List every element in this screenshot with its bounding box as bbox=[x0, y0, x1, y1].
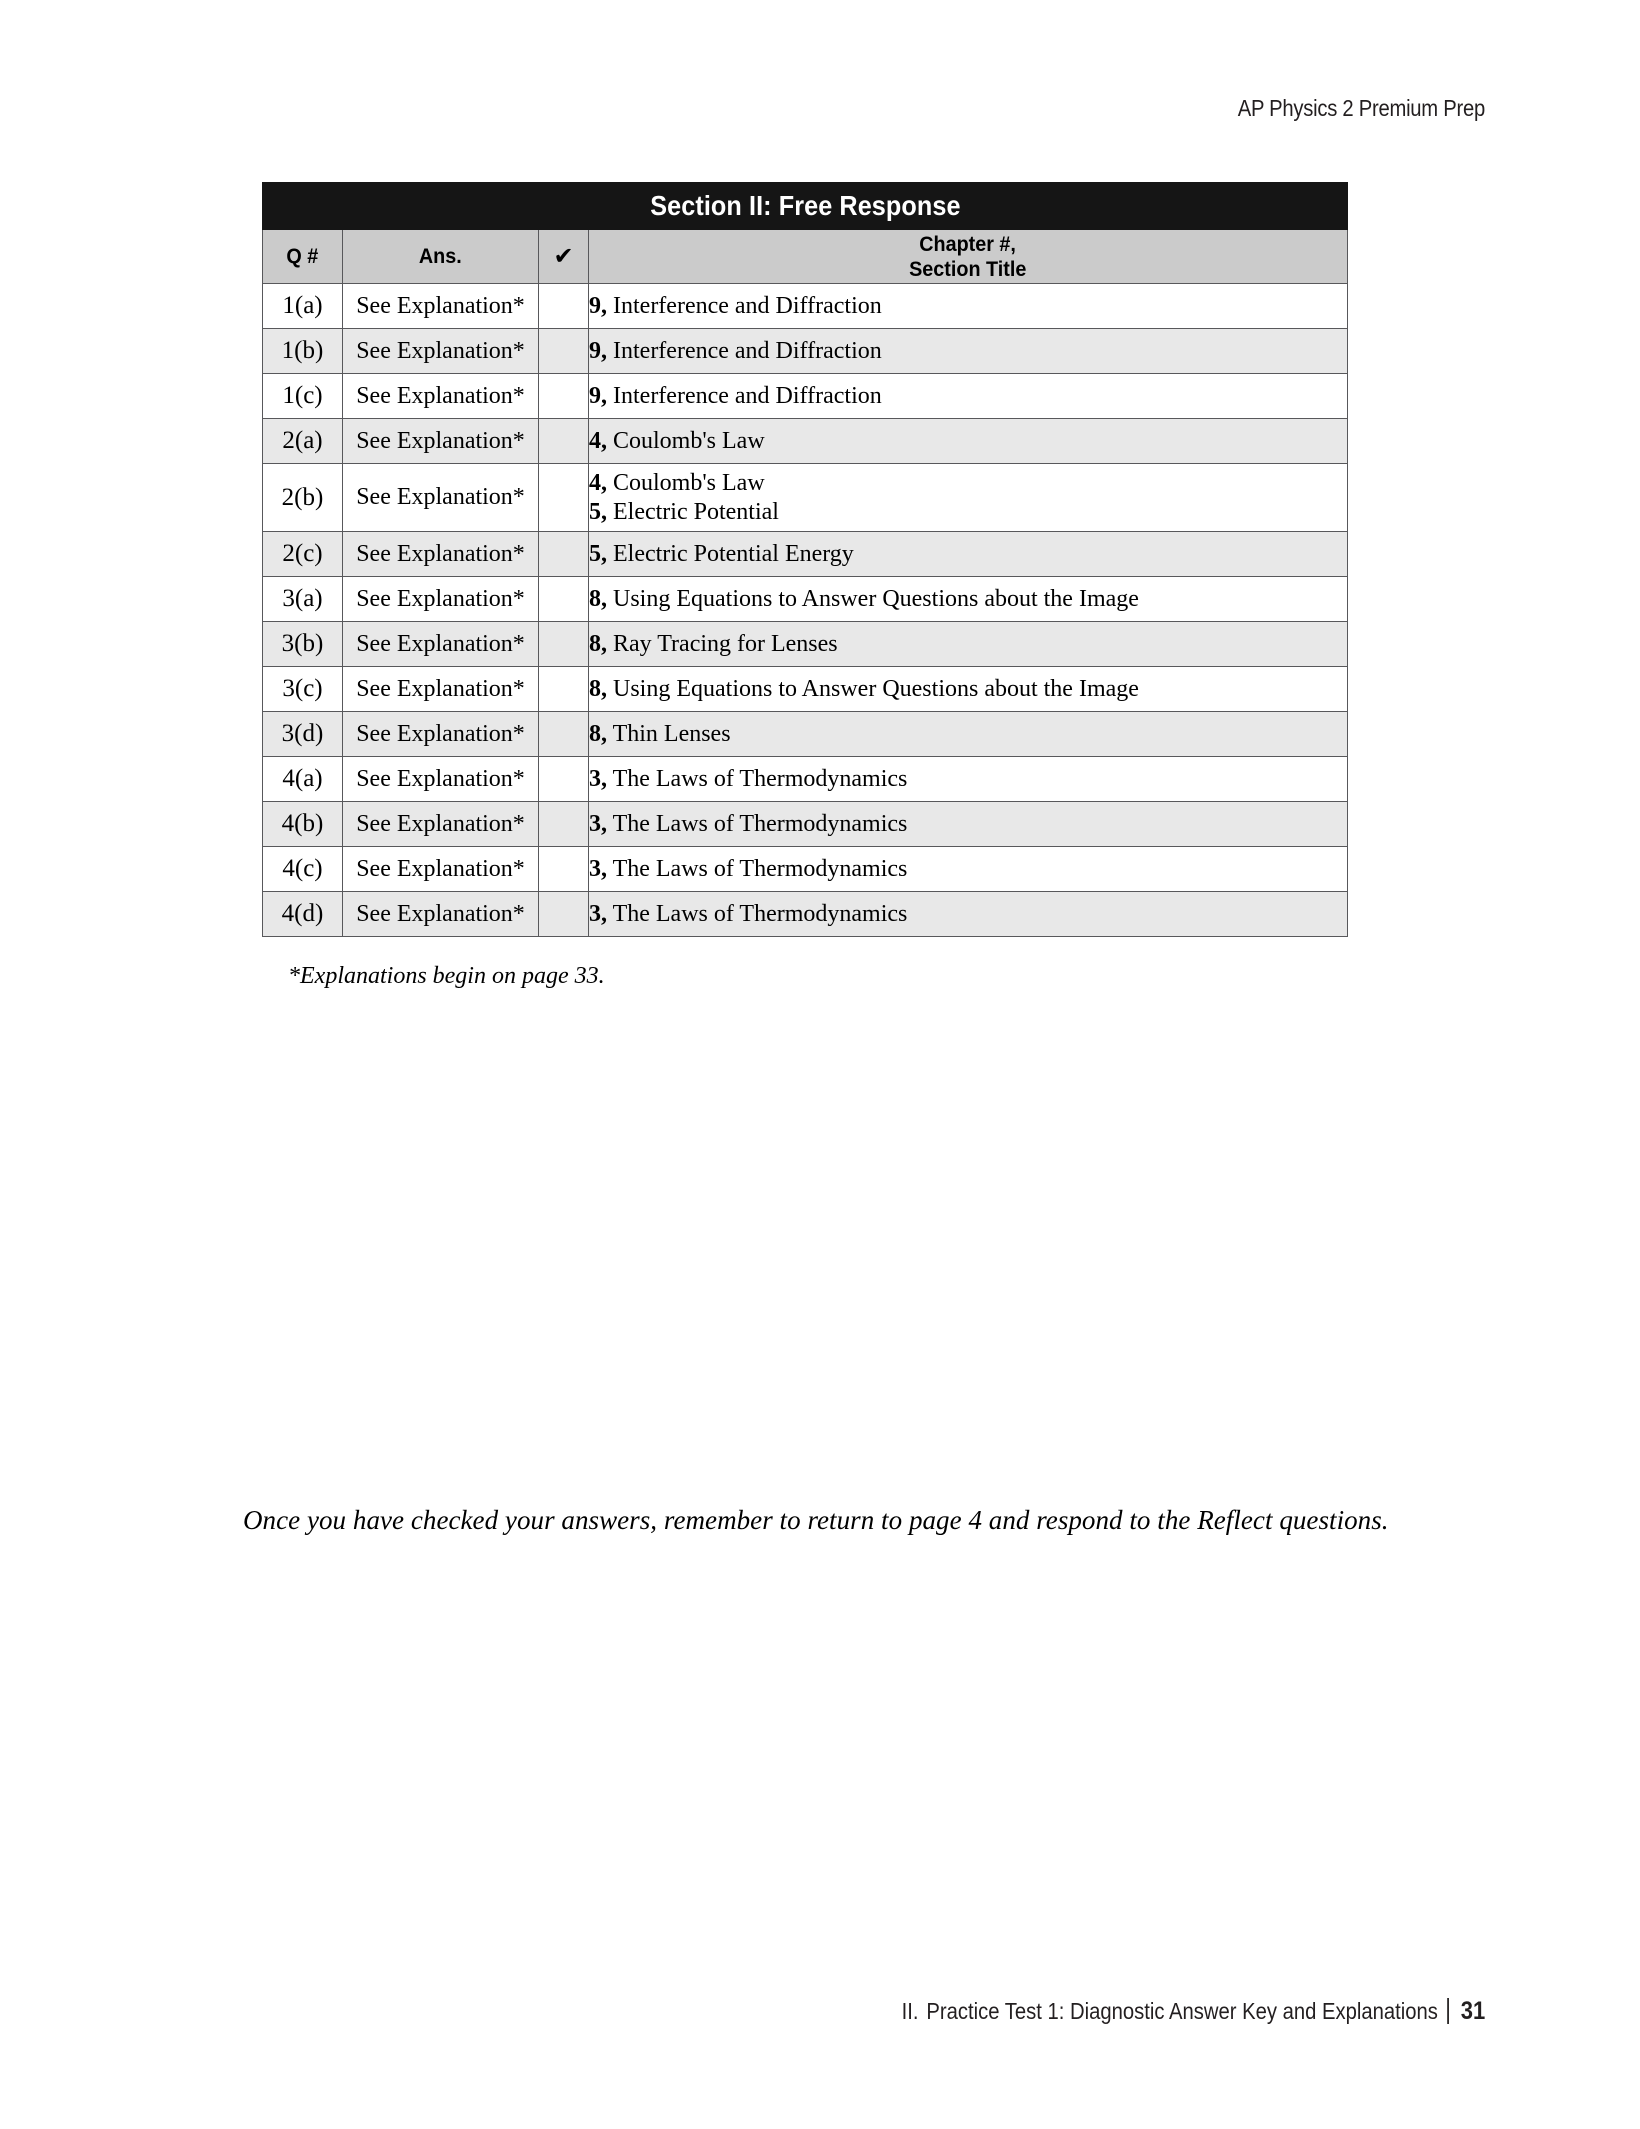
section-title: Interference and Diffraction bbox=[613, 382, 882, 409]
table-title-band bbox=[263, 183, 1348, 230]
chapter-section-line bbox=[589, 540, 1347, 569]
check-cell[interactable] bbox=[539, 577, 589, 622]
running-foot-text: Practice Test 1: Diagnostic Answer Key and Explanations bbox=[926, 1998, 1438, 2024]
table-title-text: Section II: Free Response bbox=[649, 190, 961, 221]
chapter-section-line bbox=[589, 427, 1347, 456]
answer-cell: See Explanation* bbox=[343, 532, 539, 577]
table-row bbox=[263, 464, 1348, 532]
chapter-number: 4, bbox=[589, 427, 607, 454]
chapter-section-cell bbox=[589, 284, 1348, 329]
running-foot bbox=[0, 1997, 1485, 2026]
question-number-cell: 1(b) bbox=[263, 329, 343, 374]
chapter-number: 5, bbox=[589, 540, 607, 567]
chapter-section-line bbox=[589, 382, 1347, 411]
table-row bbox=[263, 802, 1348, 847]
closing-instruction: Once you have checked your answers, remember to return to page 4 and respond to the Reflect questions. bbox=[243, 1505, 1389, 1535]
chapter-section-line bbox=[589, 292, 1347, 321]
question-number-cell: 2(c) bbox=[263, 532, 343, 577]
check-cell[interactable] bbox=[539, 892, 589, 937]
chapter-number: 3, bbox=[589, 900, 607, 927]
chapter-section-line bbox=[589, 900, 1347, 929]
table-row bbox=[263, 374, 1348, 419]
column-header-check bbox=[539, 230, 589, 284]
running-head: AP Physics 2 Premium Prep bbox=[1237, 95, 1485, 121]
section-title: Interference and Diffraction bbox=[613, 337, 882, 364]
section-title: Coulomb's Law bbox=[613, 427, 765, 454]
column-header-chapter-line2: Section Title bbox=[909, 256, 1027, 281]
chapter-number: 9, bbox=[589, 337, 607, 364]
chapter-number: 3, bbox=[589, 855, 607, 882]
check-cell[interactable] bbox=[539, 757, 589, 802]
chapter-section-cell bbox=[589, 712, 1348, 757]
answer-cell: See Explanation* bbox=[343, 284, 539, 329]
chapter-number: 9, bbox=[589, 292, 607, 319]
chapter-number: 8, bbox=[589, 720, 607, 747]
table-row bbox=[263, 419, 1348, 464]
answer-cell: See Explanation* bbox=[343, 577, 539, 622]
chapter-section-cell bbox=[589, 757, 1348, 802]
checkmark-icon: ✔ bbox=[553, 242, 574, 270]
section-title: Using Equations to Answer Questions about the Image bbox=[613, 585, 1139, 612]
table-row bbox=[263, 757, 1348, 802]
table-row bbox=[263, 712, 1348, 757]
chapter-section-line bbox=[589, 765, 1347, 794]
chapter-number: 8, bbox=[589, 585, 607, 612]
check-cell[interactable] bbox=[539, 847, 589, 892]
question-number-cell: 1(c) bbox=[263, 374, 343, 419]
chapter-number: 5, bbox=[589, 498, 607, 525]
chapter-section-cell bbox=[589, 419, 1348, 464]
question-number-cell: 3(a) bbox=[263, 577, 343, 622]
answer-key-table bbox=[262, 182, 1348, 937]
table-body bbox=[263, 284, 1348, 937]
running-foot-divider bbox=[1447, 1998, 1449, 2024]
section-title: The Laws of Thermodynamics bbox=[612, 810, 908, 837]
check-cell[interactable] bbox=[539, 284, 589, 329]
section-title: Coulomb's Law bbox=[613, 469, 765, 496]
question-number-cell: 1(a) bbox=[263, 284, 343, 329]
table-row bbox=[263, 892, 1348, 937]
check-cell[interactable] bbox=[539, 802, 589, 847]
running-foot-numeral: II. bbox=[901, 1998, 919, 2024]
chapter-number: 3, bbox=[589, 810, 607, 837]
page-number: 31 bbox=[1460, 1997, 1485, 2025]
table-row bbox=[263, 532, 1348, 577]
question-number-cell: 4(d) bbox=[263, 892, 343, 937]
chapter-number: 8, bbox=[589, 675, 607, 702]
check-cell[interactable] bbox=[539, 667, 589, 712]
chapter-section-cell bbox=[589, 622, 1348, 667]
answer-cell: See Explanation* bbox=[343, 892, 539, 937]
answer-cell: See Explanation* bbox=[343, 847, 539, 892]
answer-cell: See Explanation* bbox=[343, 464, 539, 532]
answer-key-table-container bbox=[262, 182, 1348, 937]
table-row bbox=[263, 329, 1348, 374]
question-number-cell: 4(a) bbox=[263, 757, 343, 802]
section-title: The Laws of Thermodynamics bbox=[612, 900, 908, 927]
answer-cell: See Explanation* bbox=[343, 622, 539, 667]
check-cell[interactable] bbox=[539, 419, 589, 464]
check-cell[interactable] bbox=[539, 712, 589, 757]
column-header-answer bbox=[343, 230, 539, 284]
table-row bbox=[263, 622, 1348, 667]
chapter-section-cell bbox=[589, 577, 1348, 622]
answer-cell: See Explanation* bbox=[343, 757, 539, 802]
question-number-cell: 3(d) bbox=[263, 712, 343, 757]
chapter-number: 9, bbox=[589, 382, 607, 409]
chapter-number: 4, bbox=[589, 469, 607, 496]
question-number-cell: 4(b) bbox=[263, 802, 343, 847]
table-row bbox=[263, 284, 1348, 329]
question-number-cell: 2(b) bbox=[263, 464, 343, 532]
chapter-section-line bbox=[589, 810, 1347, 839]
check-cell[interactable] bbox=[539, 622, 589, 667]
section-title: The Laws of Thermodynamics bbox=[612, 765, 908, 792]
chapter-section-line bbox=[589, 498, 1347, 527]
column-header-question bbox=[263, 230, 343, 284]
answer-cell: See Explanation* bbox=[343, 667, 539, 712]
check-cell[interactable] bbox=[539, 532, 589, 577]
chapter-number: 8, bbox=[589, 630, 607, 657]
chapter-section-cell bbox=[589, 532, 1348, 577]
section-title: Electric Potential Energy bbox=[613, 540, 854, 567]
section-title: Thin Lenses bbox=[612, 720, 731, 747]
answer-cell: See Explanation* bbox=[343, 374, 539, 419]
table-row bbox=[263, 847, 1348, 892]
section-title: The Laws of Thermodynamics bbox=[612, 855, 908, 882]
column-header-answer-label: Ans. bbox=[419, 244, 462, 268]
column-header-question-label: Q # bbox=[286, 244, 319, 268]
table-row bbox=[263, 577, 1348, 622]
question-number-cell: 2(a) bbox=[263, 419, 343, 464]
answer-cell: See Explanation* bbox=[343, 419, 539, 464]
column-header-chapter-line1: Chapter #, bbox=[919, 231, 1017, 256]
chapter-section-line bbox=[589, 585, 1347, 614]
question-number-cell: 3(c) bbox=[263, 667, 343, 712]
check-cell[interactable] bbox=[539, 329, 589, 374]
chapter-section-cell bbox=[589, 464, 1348, 532]
check-cell[interactable] bbox=[539, 464, 589, 532]
chapter-section-cell bbox=[589, 802, 1348, 847]
chapter-section-line bbox=[589, 630, 1347, 659]
answer-cell: See Explanation* bbox=[343, 802, 539, 847]
table-header bbox=[263, 183, 1348, 284]
chapter-section-cell bbox=[589, 892, 1348, 937]
section-title: Using Equations to Answer Questions about the Image bbox=[613, 675, 1139, 702]
section-title: Ray Tracing for Lenses bbox=[613, 630, 838, 657]
chapter-section-cell bbox=[589, 847, 1348, 892]
chapter-section-cell bbox=[589, 374, 1348, 419]
table-row bbox=[263, 667, 1348, 712]
section-title: Interference and Diffraction bbox=[613, 292, 882, 319]
table-title-band-row bbox=[263, 183, 1348, 230]
running-foot-inner bbox=[901, 1997, 1485, 2026]
column-header-row bbox=[263, 230, 1348, 284]
chapter-section-line bbox=[589, 469, 1347, 498]
chapter-section-line bbox=[589, 675, 1347, 704]
section-title: Electric Potential bbox=[613, 498, 779, 525]
chapter-section-cell bbox=[589, 667, 1348, 712]
chapter-number: 3, bbox=[589, 765, 607, 792]
chapter-section-line bbox=[589, 855, 1347, 884]
chapter-section-cell bbox=[589, 329, 1348, 374]
question-number-cell: 3(b) bbox=[263, 622, 343, 667]
explanations-footnote: *Explanations begin on page 33. bbox=[288, 963, 605, 989]
answer-cell: See Explanation* bbox=[343, 329, 539, 374]
answer-cell: See Explanation* bbox=[343, 712, 539, 757]
chapter-section-line bbox=[589, 720, 1347, 749]
column-header-chapter bbox=[589, 230, 1348, 284]
check-cell[interactable] bbox=[539, 374, 589, 419]
chapter-section-line bbox=[589, 337, 1347, 366]
question-number-cell: 4(c) bbox=[263, 847, 343, 892]
